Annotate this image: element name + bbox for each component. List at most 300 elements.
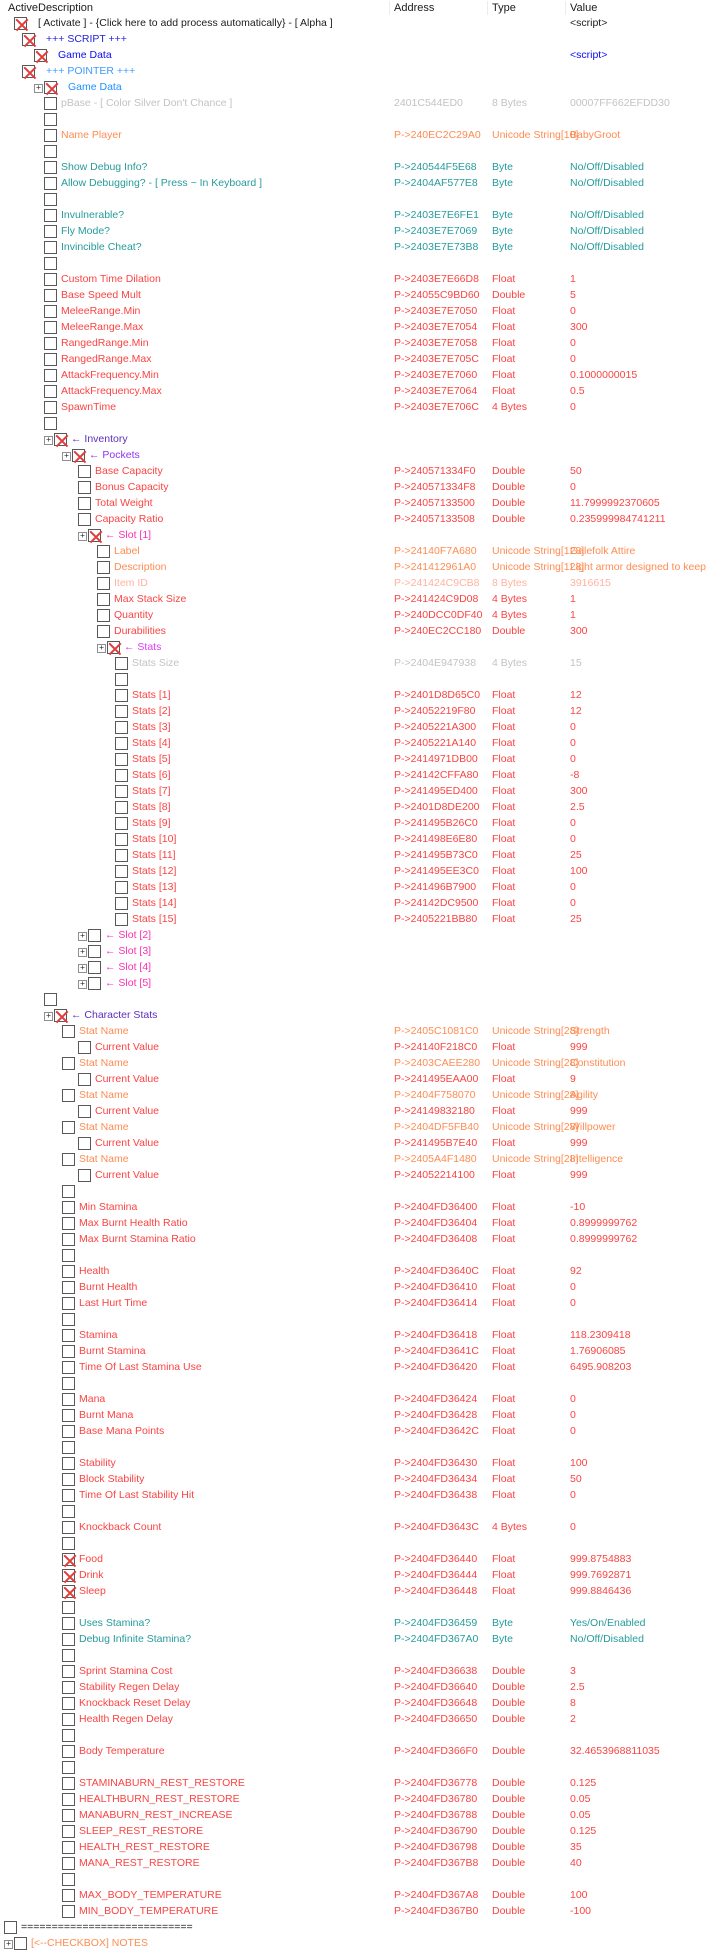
row-value[interactable]: 8 (570, 1697, 576, 1709)
active-checkbox[interactable] (62, 1649, 75, 1662)
table-row[interactable] (0, 912, 720, 928)
table-row[interactable] (0, 624, 720, 640)
table-row[interactable] (0, 144, 720, 160)
active-checkbox[interactable] (115, 897, 128, 910)
active-checkbox[interactable] (97, 625, 110, 638)
active-checkbox[interactable] (115, 849, 128, 862)
active-checkbox[interactable] (62, 1361, 75, 1374)
table-row[interactable] (0, 512, 720, 528)
table-row[interactable] (0, 1488, 720, 1504)
active-checkbox[interactable] (62, 1313, 75, 1326)
row-value[interactable]: 1 (570, 593, 576, 605)
row-value[interactable]: 0.05 (570, 1809, 591, 1821)
row-value[interactable]: 50 (570, 465, 582, 477)
active-checkbox[interactable] (14, 1937, 27, 1950)
expand-icon[interactable]: + (78, 532, 87, 541)
table-row[interactable] (0, 848, 720, 864)
table-row[interactable] (0, 1920, 720, 1936)
active-checkbox[interactable] (115, 801, 128, 814)
row-value[interactable]: 1 (570, 273, 576, 285)
active-checkbox[interactable] (44, 209, 57, 222)
row-value[interactable]: 118.2309418 (570, 1329, 631, 1341)
row-value[interactable]: 0 (570, 1281, 576, 1293)
active-checkbox[interactable] (44, 257, 57, 270)
active-checkbox[interactable] (22, 65, 35, 78)
row-value[interactable]: 999.8846436 (570, 1585, 632, 1597)
row-value[interactable]: 0.1000000015 (570, 369, 638, 381)
active-checkbox[interactable] (62, 1057, 75, 1070)
expand-icon[interactable]: + (78, 932, 87, 941)
table-row[interactable] (0, 192, 720, 208)
table-row[interactable] (0, 128, 720, 144)
active-checkbox[interactable] (44, 177, 57, 190)
active-checkbox[interactable] (115, 913, 128, 926)
active-checkbox[interactable] (88, 929, 101, 942)
active-checkbox[interactable] (62, 1185, 75, 1198)
active-checkbox[interactable] (62, 1281, 75, 1294)
table-row[interactable] (0, 256, 720, 272)
table-row[interactable] (0, 688, 720, 704)
active-checkbox[interactable] (115, 817, 128, 830)
table-row[interactable] (0, 992, 720, 1008)
table-row[interactable] (0, 1280, 720, 1296)
table-row[interactable] (0, 1680, 720, 1696)
row-value[interactable]: 0.5 (570, 385, 585, 397)
row-value[interactable]: 12 (570, 689, 582, 701)
table-row[interactable] (0, 1024, 720, 1040)
table-row[interactable] (0, 496, 720, 512)
column-header-address[interactable]: Address (389, 1, 434, 15)
active-checkbox[interactable] (14, 17, 27, 30)
row-value[interactable]: 12 (570, 705, 582, 717)
active-checkbox[interactable] (62, 1393, 75, 1406)
row-value[interactable]: 9 (570, 1073, 576, 1085)
row-value[interactable]: 32.4653968811035 (570, 1745, 660, 1757)
table-row[interactable] (0, 160, 720, 176)
row-value[interactable]: 11.7999992370605 (570, 497, 660, 509)
active-checkbox[interactable] (62, 1473, 75, 1486)
active-checkbox[interactable] (62, 1329, 75, 1342)
table-row[interactable] (0, 384, 720, 400)
expand-icon[interactable]: + (78, 964, 87, 973)
row-value[interactable]: Yes/On/Enabled (570, 1617, 646, 1629)
row-value[interactable]: 0 (570, 401, 576, 413)
active-checkbox[interactable] (115, 769, 128, 782)
table-row[interactable] (0, 960, 720, 976)
expand-icon[interactable]: + (4, 1940, 13, 1949)
table-row[interactable] (0, 1936, 720, 1950)
table-row[interactable] (0, 1248, 720, 1264)
table-row[interactable] (0, 560, 720, 576)
table-row[interactable] (0, 1184, 720, 1200)
active-checkbox[interactable] (62, 1825, 75, 1838)
active-checkbox[interactable] (78, 1105, 91, 1118)
row-value[interactable]: 100 (570, 1457, 588, 1469)
active-checkbox[interactable] (62, 1425, 75, 1438)
table-row[interactable] (0, 1456, 720, 1472)
row-value[interactable]: 0 (570, 1297, 576, 1309)
row-value[interactable]: 25 (570, 913, 582, 925)
table-row[interactable] (0, 1632, 720, 1648)
table-row[interactable] (0, 896, 720, 912)
row-value[interactable]: No/Off/Disabled (570, 241, 644, 253)
row-value[interactable]: 0 (570, 1409, 576, 1421)
row-value[interactable]: 0 (570, 1393, 576, 1405)
row-value[interactable]: 300 (570, 785, 588, 797)
table-row[interactable] (0, 1520, 720, 1536)
table-row[interactable] (0, 1296, 720, 1312)
table-row[interactable] (0, 1856, 720, 1872)
row-value[interactable]: Constitution (570, 1057, 626, 1069)
table-row[interactable] (0, 80, 720, 96)
table-row[interactable] (0, 1840, 720, 1856)
active-checkbox[interactable] (115, 721, 128, 734)
active-checkbox[interactable] (62, 1121, 75, 1134)
row-value[interactable]: 15 (570, 657, 582, 669)
expand-icon[interactable]: + (44, 436, 53, 445)
row-value[interactable]: 0 (570, 737, 576, 749)
row-value[interactable]: 100 (570, 865, 588, 877)
active-checkbox[interactable] (62, 1153, 75, 1166)
active-checkbox[interactable] (62, 1233, 75, 1246)
table-row[interactable] (0, 1664, 720, 1680)
row-value[interactable]: 100 (570, 1889, 588, 1901)
row-value[interactable]: <script> (570, 49, 608, 61)
expand-icon[interactable]: + (97, 644, 106, 653)
row-value[interactable]: 50 (570, 1473, 582, 1485)
active-checkbox[interactable] (44, 225, 57, 238)
active-checkbox[interactable] (44, 81, 57, 94)
active-checkbox[interactable] (62, 1665, 75, 1678)
table-row[interactable] (0, 1712, 720, 1728)
table-row[interactable] (0, 96, 720, 112)
table-row[interactable] (0, 1056, 720, 1072)
expand-icon[interactable]: + (78, 980, 87, 989)
active-checkbox[interactable] (97, 593, 110, 606)
table-row[interactable] (0, 1152, 720, 1168)
active-checkbox[interactable] (97, 577, 110, 590)
row-value[interactable]: Light armor designed to keep (570, 561, 707, 573)
table-row[interactable] (0, 976, 720, 992)
row-value[interactable]: 0 (570, 305, 576, 317)
table-row[interactable] (0, 1104, 720, 1120)
active-checkbox[interactable] (44, 241, 57, 254)
active-checkbox[interactable] (115, 865, 128, 878)
row-value[interactable]: BabyGroot (570, 129, 621, 141)
row-value[interactable]: No/Off/Disabled (570, 209, 644, 221)
table-row[interactable] (0, 224, 720, 240)
table-row[interactable] (0, 1424, 720, 1440)
active-checkbox[interactable] (4, 1921, 17, 1934)
row-value[interactable]: 0 (570, 881, 576, 893)
row-value[interactable]: 0.125 (570, 1825, 597, 1837)
active-checkbox[interactable] (115, 881, 128, 894)
table-row[interactable] (0, 336, 720, 352)
row-value[interactable]: 0 (570, 1489, 576, 1501)
table-row[interactable] (0, 1616, 720, 1632)
active-checkbox[interactable] (62, 1889, 75, 1902)
row-value[interactable]: 0 (570, 817, 576, 829)
table-row[interactable] (0, 64, 720, 80)
table-row[interactable] (0, 1040, 720, 1056)
active-checkbox[interactable] (44, 369, 57, 382)
row-value[interactable]: 999 (570, 1041, 588, 1053)
active-checkbox[interactable] (44, 353, 57, 366)
active-checkbox[interactable] (62, 1681, 75, 1694)
table-row[interactable] (0, 1008, 720, 1024)
table-row[interactable] (0, 1888, 720, 1904)
table-row[interactable] (0, 176, 720, 192)
table-row[interactable] (0, 320, 720, 336)
active-checkbox[interactable] (44, 145, 57, 158)
active-checkbox[interactable] (72, 449, 85, 462)
table-row[interactable] (0, 1264, 720, 1280)
active-checkbox[interactable] (115, 785, 128, 798)
active-checkbox[interactable] (115, 673, 128, 686)
table-row[interactable] (0, 656, 720, 672)
active-checkbox[interactable] (62, 1841, 75, 1854)
table-row[interactable] (0, 1648, 720, 1664)
active-checkbox[interactable] (44, 129, 57, 142)
table-row[interactable] (0, 944, 720, 960)
row-value[interactable]: 0 (570, 833, 576, 845)
active-checkbox[interactable] (115, 657, 128, 670)
table-row[interactable] (0, 304, 720, 320)
table-row[interactable] (0, 1728, 720, 1744)
active-checkbox[interactable] (62, 1409, 75, 1422)
table-row[interactable] (0, 1792, 720, 1808)
row-value[interactable]: No/Off/Disabled (570, 225, 644, 237)
row-value[interactable]: Galefolk Attire (570, 545, 636, 557)
table-row[interactable] (0, 432, 720, 448)
table-row[interactable] (0, 464, 720, 480)
row-value[interactable]: 0 (570, 481, 576, 493)
table-row[interactable] (0, 368, 720, 384)
active-checkbox[interactable] (44, 417, 57, 430)
active-checkbox[interactable] (97, 561, 110, 574)
active-checkbox[interactable] (54, 433, 67, 446)
row-value[interactable]: <script> (570, 17, 608, 29)
table-row[interactable] (0, 1392, 720, 1408)
active-checkbox[interactable] (62, 1761, 75, 1774)
active-checkbox[interactable] (44, 193, 57, 206)
table-row[interactable] (0, 1776, 720, 1792)
row-value[interactable]: 0 (570, 1521, 576, 1533)
table-row[interactable] (0, 1328, 720, 1344)
table-row[interactable] (0, 112, 720, 128)
row-value[interactable]: 300 (570, 625, 588, 637)
row-value[interactable]: 00007FF662EFDD30 (570, 97, 670, 109)
active-checkbox[interactable] (62, 1521, 75, 1534)
column-header-description[interactable]: Description (38, 2, 94, 14)
row-value[interactable]: Willpower (570, 1121, 616, 1133)
row-value[interactable]: Agility (570, 1089, 599, 1101)
table-row[interactable] (0, 1536, 720, 1552)
active-checkbox[interactable] (62, 1745, 75, 1758)
expand-icon[interactable]: + (44, 1012, 53, 1021)
active-checkbox[interactable] (44, 273, 57, 286)
table-row[interactable] (0, 1440, 720, 1456)
active-checkbox[interactable] (62, 1777, 75, 1790)
expand-icon[interactable]: + (34, 84, 43, 93)
active-checkbox[interactable] (62, 1457, 75, 1470)
column-header-type[interactable]: Type (487, 1, 516, 15)
active-checkbox[interactable] (62, 1201, 75, 1214)
active-checkbox[interactable] (97, 545, 110, 558)
table-row[interactable] (0, 1904, 720, 1920)
row-value[interactable]: 0.8999999762 (570, 1233, 638, 1245)
active-checkbox[interactable] (62, 1873, 75, 1886)
row-value[interactable]: 999.8754883 (570, 1553, 632, 1565)
table-row[interactable] (0, 1872, 720, 1888)
row-value[interactable]: 2.5 (570, 801, 585, 813)
row-value[interactable]: 0.125 (570, 1777, 597, 1789)
row-value[interactable]: No/Off/Disabled (570, 1633, 644, 1645)
row-value[interactable]: 0 (570, 753, 576, 765)
table-row[interactable] (0, 1168, 720, 1184)
table-row[interactable] (0, 240, 720, 256)
active-checkbox[interactable] (62, 1345, 75, 1358)
table-row[interactable] (0, 672, 720, 688)
active-checkbox[interactable] (78, 1073, 91, 1086)
active-checkbox[interactable] (44, 993, 57, 1006)
table-row[interactable] (0, 544, 720, 560)
active-checkbox[interactable] (44, 401, 57, 414)
row-value[interactable]: 2.5 (570, 1681, 585, 1693)
active-checkbox[interactable] (44, 305, 57, 318)
table-row[interactable] (0, 1696, 720, 1712)
table-row[interactable] (0, 1808, 720, 1824)
active-checkbox[interactable] (78, 1169, 91, 1182)
table-row[interactable] (0, 32, 720, 48)
active-checkbox[interactable] (62, 1489, 75, 1502)
table-row[interactable] (0, 416, 720, 432)
table-row[interactable] (0, 816, 720, 832)
table-row[interactable] (0, 448, 720, 464)
active-checkbox[interactable] (62, 1857, 75, 1870)
active-checkbox[interactable] (62, 1697, 75, 1710)
table-row[interactable] (0, 352, 720, 368)
table-row[interactable] (0, 1568, 720, 1584)
table-row[interactable] (0, 528, 720, 544)
table-row[interactable] (0, 1584, 720, 1600)
table-row[interactable] (0, 1552, 720, 1568)
row-value[interactable]: 0 (570, 721, 576, 733)
active-checkbox[interactable] (62, 1585, 75, 1598)
row-value[interactable]: Intelligence (570, 1153, 624, 1165)
active-checkbox[interactable] (44, 97, 57, 110)
active-checkbox[interactable] (62, 1025, 75, 1038)
active-checkbox[interactable] (62, 1089, 75, 1102)
table-row[interactable] (0, 208, 720, 224)
active-checkbox[interactable] (62, 1569, 75, 1582)
column-header-active[interactable]: Active (8, 2, 38, 14)
active-checkbox[interactable] (44, 113, 57, 126)
row-value[interactable]: No/Off/Disabled (570, 161, 644, 173)
active-checkbox[interactable] (62, 1553, 75, 1566)
row-value[interactable]: 300 (570, 321, 588, 333)
table-row[interactable] (0, 480, 720, 496)
active-checkbox[interactable] (62, 1617, 75, 1630)
table-row[interactable] (0, 272, 720, 288)
active-checkbox[interactable] (88, 529, 101, 542)
table-row[interactable] (0, 1136, 720, 1152)
row-value[interactable]: 3 (570, 1665, 576, 1677)
table-row[interactable] (0, 1344, 720, 1360)
active-checkbox[interactable] (62, 1377, 75, 1390)
table-row[interactable] (0, 288, 720, 304)
row-value[interactable]: 35 (570, 1841, 582, 1853)
row-value[interactable]: 0 (570, 337, 576, 349)
table-row[interactable] (0, 704, 720, 720)
active-checkbox[interactable] (62, 1217, 75, 1230)
table-row[interactable] (0, 768, 720, 784)
row-value[interactable]: 999 (570, 1105, 588, 1117)
row-value[interactable]: 0.05 (570, 1793, 591, 1805)
active-checkbox[interactable] (78, 481, 91, 494)
active-checkbox[interactable] (115, 689, 128, 702)
table-row[interactable] (0, 1200, 720, 1216)
table-row[interactable] (0, 576, 720, 592)
table-row[interactable] (0, 592, 720, 608)
table-row[interactable] (0, 752, 720, 768)
table-row[interactable] (0, 880, 720, 896)
table-row[interactable] (0, 1600, 720, 1616)
active-checkbox[interactable] (88, 977, 101, 990)
expand-icon[interactable]: + (62, 452, 71, 461)
row-value[interactable]: 25 (570, 849, 582, 861)
active-checkbox[interactable] (115, 737, 128, 750)
row-value[interactable]: 999.7692871 (570, 1569, 632, 1581)
active-checkbox[interactable] (44, 321, 57, 334)
active-checkbox[interactable] (62, 1905, 75, 1918)
table-row[interactable] (0, 1760, 720, 1776)
table-row[interactable] (0, 16, 720, 32)
table-row[interactable] (0, 1744, 720, 1760)
table-row[interactable] (0, 1072, 720, 1088)
active-checkbox[interactable] (115, 753, 128, 766)
row-value[interactable]: 0.8999999762 (570, 1217, 638, 1229)
active-checkbox[interactable] (44, 337, 57, 350)
active-checkbox[interactable] (62, 1537, 75, 1550)
row-value[interactable]: 40 (570, 1857, 582, 1869)
expand-icon[interactable]: + (78, 948, 87, 957)
active-checkbox[interactable] (78, 1041, 91, 1054)
row-value[interactable]: 92 (570, 1265, 582, 1277)
row-value[interactable]: 2 (570, 1713, 576, 1725)
active-checkbox[interactable] (78, 497, 91, 510)
row-value[interactable]: -100 (570, 1905, 592, 1917)
table-row[interactable] (0, 1408, 720, 1424)
row-value[interactable]: 5 (570, 289, 576, 301)
active-checkbox[interactable] (62, 1793, 75, 1806)
active-checkbox[interactable] (115, 705, 128, 718)
row-value[interactable]: -10 (570, 1201, 586, 1213)
active-checkbox[interactable] (97, 609, 110, 622)
active-checkbox[interactable] (62, 1265, 75, 1278)
active-checkbox[interactable] (44, 385, 57, 398)
active-checkbox[interactable] (62, 1249, 75, 1262)
row-value[interactable]: 999 (570, 1169, 588, 1181)
active-checkbox[interactable] (62, 1713, 75, 1726)
table-row[interactable] (0, 640, 720, 656)
table-row[interactable] (0, 928, 720, 944)
table-row[interactable] (0, 1824, 720, 1840)
table-row[interactable] (0, 1504, 720, 1520)
row-value[interactable]: 0 (570, 353, 576, 365)
table-row[interactable] (0, 1088, 720, 1104)
active-checkbox[interactable] (62, 1441, 75, 1454)
